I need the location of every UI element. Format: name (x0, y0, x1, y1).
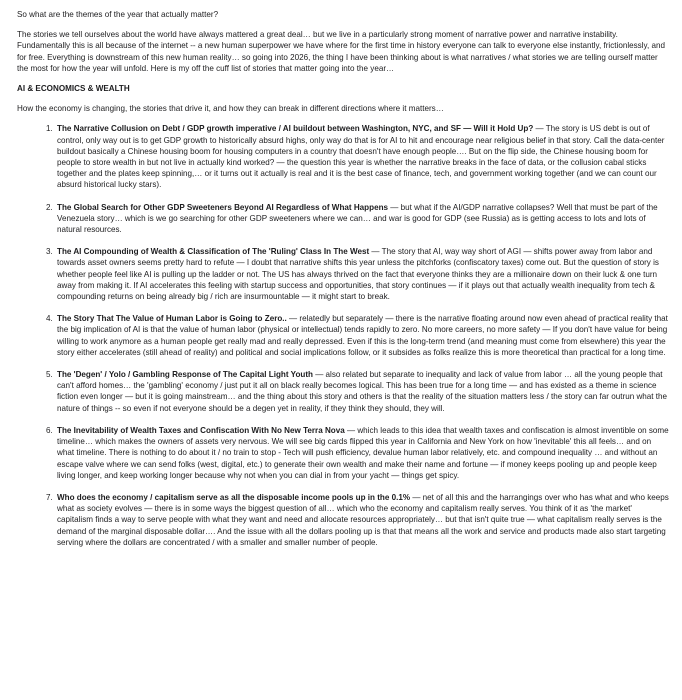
intro-paragraph: The stories we tell ourselves about the world have always mattered a great deal… but we live in a particularly strong moment of narrative power and narrative instability. Fundamentally this is all because of the internet -- a new human superpower we have where for the first time in history everyone can talk to everyone else instantly, frictionlessly, and for free. Everything is downstream of this new human reality… so going into 2026, the thing I have been thinking about is what narratives / what stories we are telling ourself matter the most for how the year will unfold. Here is my off the cuff list of stories that matter going into the year… (17, 30, 665, 73)
theme-body: — but what if the AI/GDP narrative collapses? Well that must be part of the Venezuela story… which is we go searching for other GDP sweeteners where we can… and war is good for GDP (see Russia) as is getting access to lots and lots of natural resources. (57, 202, 658, 235)
list-item (46, 313, 670, 358)
section-heading: AI & ECONOMICS & WEALTH (17, 84, 130, 94)
list-number: 4. (46, 314, 53, 324)
list-number: 7. (46, 492, 53, 502)
list-item (46, 246, 670, 302)
list-item (46, 492, 670, 548)
theme-body: — The story that AI, way way short of AGI — shifts power away from labor and towards asset owners seems pretty hard to refute — I doubt that narrative shifts this year unless the pitchforks (confiscatory taxes) come out. But the question of story is whether people feel like AI is pulling up the ladder or not. The US has always thrived on the fact that everyone thinks they are a millionaire down on their luck & one turn away from making it. If AI accelerates this feeling with startup success and opportunities, that story continues — if it plays out that actually wealth inequality from tech & compounding returns on being already big / rich are insurmountable — it might start to break. (57, 247, 659, 302)
list-number: 1. (46, 124, 53, 134)
list-number: 3. (46, 247, 53, 257)
list-item (46, 123, 670, 190)
theme-title: Who does the economy / capitalism serve as all the disposable income pools up in the 0.1% (57, 492, 411, 502)
theme-body: — which leads to this idea that wealth taxes and confiscation is almost inventible on some timeline… which makes the owners of assets very nervous. We will see big cards flipped this year in California and New York on how 'inevitable' this all feels… and on what timeline. There is nothing to do about it / no train to stop - Tech will push efficiency, devalue human labor relatively, etc. and compound inequality … and without an escape valve where we can send folks (west, digital, etc.) to generate their own wealth and make their name and fortune — if money keeps pooling up and people keep living longer, and keep working longer because why not when you can dial in from your yacht — things get spicy. (57, 425, 669, 480)
list-item (46, 369, 670, 414)
theme-title: The Story That The Value of Human Labor is Going to Zero.. (57, 314, 287, 324)
list-number: 5. (46, 370, 53, 380)
list-item (46, 425, 670, 481)
list-number: 6. (46, 425, 53, 435)
list-number: 2. (46, 202, 53, 212)
theme-body: — relatedly but separately — there is the narrative floating around now even ahead of practical reality that the big implication of AI is that the value of human labor (physical or intellectual) tends rapidly to zero. No more careers, no more safety — If you don't have value for being willing to work anymore as a human people get really mad and really depressed. Even if this is the long-term trend (and meaning must come from elsewhere) this year the story either accelerates (still ahead of reality) and political and social implications follow, or it subsides as folks realize this is more theoretical than practical for a long time. (57, 314, 668, 357)
themes-list (17, 123, 670, 548)
section-intro: How the economy is changing, the stories that drive it, and how they can break in different directions where it matters… (17, 104, 444, 114)
theme-title: The Global Search for Other GDP Sweeteners Beyond AI Regardless of What Happens (57, 202, 389, 212)
theme-body: — The story is US debt is out of control, only way out is to get GDP growth to historically absurd highs, only way do that is for AI to hit and encourage near religious belief in that story. Call the data-center buildout basically a Chinese housing boom for housing computers in a country that doesn't have enough people…. But on the flip side, the Chinese housing boom for people to store wealth in but not live in actually kind worked? — the question this year is whether the narrative breaks in the face of data, or the collusion cabal sticks together and the plates keep spinning,… or it turns out it actually is real and it is the best case of finance, tech, and government working together (and we can count our absurd historical lucky stars). (57, 124, 665, 190)
theme-body: — also related but separate to inequality and lack of value from labor … all the young people that can't afford homes… the 'gambling' economy / just put it all on black really becomes logical. This has been true for a long time — and has existed as a theme in science fiction even longer — but it is going mainstream… and the thing about this story and others is that the reality of the situation matters less / the story can far outrun what the nature of things -- so even if not everyone should be a degen yet in reality, if they think they should, they will. (57, 370, 668, 413)
theme-title: The AI Compounding of Wealth & Classification of The 'Ruling' Class In The West (57, 247, 370, 257)
theme-title: The Inevitability of Wealth Taxes and Confiscation With No New Terra Nova (57, 425, 345, 435)
theme-body: — net of all this and the harrangings over who has what and who keeps what as society evolves — there is in some ways the biggest question of all… which who the economy and capitalism really serves. You think of it as 'the market' capitalism finds a way to serve people with what they want and need and allocate resources appropriately… but that isn't quite true — what capitalism really serves is the demand of the marginal disposable dollar…. And the issue with all the dollars pooling up is that that means all the work and service and products made also start targeting serving where the dollars are concentrated / with a smaller and smaller number of people. (57, 492, 669, 547)
theme-title: The 'Degen' / Yolo / Gambling Response of The Capital Light Youth (57, 370, 313, 380)
list-item (46, 202, 670, 236)
theme-title: The Narrative Collusion on Debt / GDP growth imperative / AI buildout between Washington, NYC, and SF — Will it Hold Up? (57, 124, 534, 134)
opening-question: So what are the themes of the year that actually matter? (17, 10, 219, 19)
